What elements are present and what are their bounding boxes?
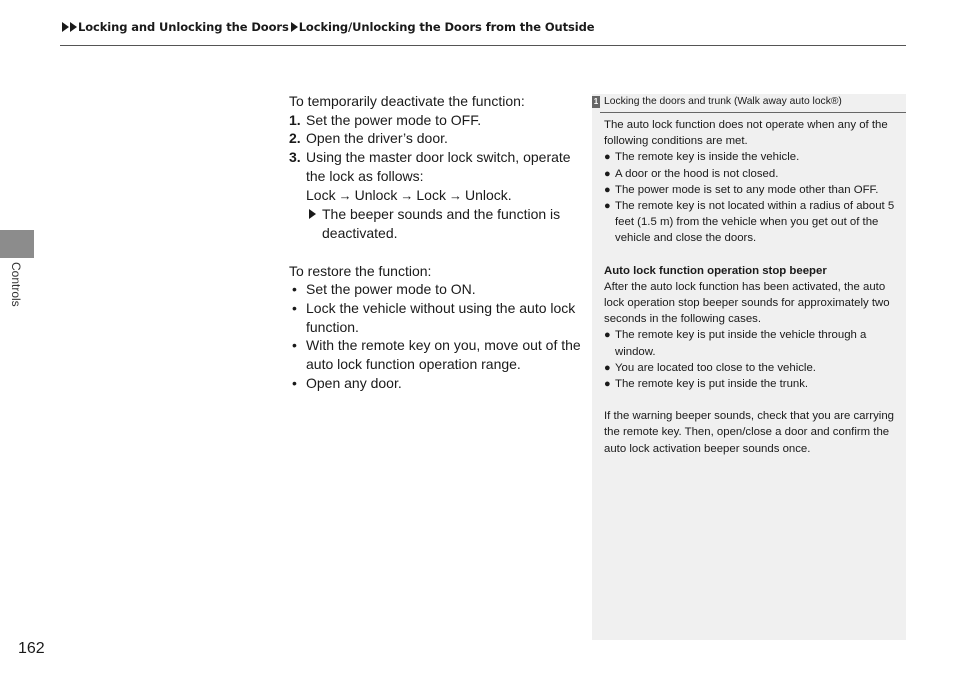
note-paragraph: After the auto lock function has been activated, the auto lock operation stop beeper sounds for approximately two seconds in the following cases. [604,280,890,326]
step-1 [289,111,584,130]
step-text: Open the driver’s door. [306,130,448,147]
note-paragraph: If the warning beeper sounds, check that you are carrying the remote key. Then, open/close a door and confirm the auto lock activation beeper sounds once. [604,410,894,455]
result-arrow-icon [309,209,316,219]
list-item [604,376,899,392]
arrow-right-icon: → [448,187,462,203]
step-number: 2. [289,130,301,147]
note-divider [600,112,906,113]
list-item-text: You are located too close to the vehicle. [615,361,816,374]
breadcrumb-arrow-icon [62,22,69,32]
list-item-text: Set the power mode to ON. [306,281,476,298]
section-tab[interactable] [11,262,25,322]
list-item-text: The remote key is put inside the trunk. [615,378,809,391]
sequence-item: Lock [306,186,336,203]
note-index-icon: 1 [593,97,599,106]
list-item [604,149,899,165]
list-item [604,198,899,247]
page-number: 162 [18,640,45,657]
bullet-icon: • [292,281,297,298]
list-item [604,327,899,359]
step-2 [289,129,584,148]
step-3 [289,148,584,185]
deactivate-heading: To temporarily deactivate the function: [289,93,525,109]
note-title[interactable]: Locking the doors and trunk (Walk away auto lock®) [604,96,842,107]
step-text: Set the power mode to OFF. [306,111,482,128]
list-item-text: A door or the hood is not closed. [615,167,779,180]
restore-heading: To restore the function: [289,262,432,279]
list-item-text: The remote key is not located within a radius of about 5 feet (1.5 m) from the vehicle when you get out of the vehicle and close the doors. [615,200,895,245]
bullet-icon: ● [604,151,611,164]
step-result [289,205,584,242]
main-content [289,92,584,393]
note-body [604,117,899,457]
note-header [592,94,906,112]
bullet-icon: • [292,337,297,354]
list-item [289,336,584,373]
section-tab-marker [0,230,34,258]
result-text: The beeper sounds and the function is deactivated. [322,206,561,241]
bullet-icon: ● [604,329,611,342]
list-item [604,182,899,198]
arrow-right-icon: → [400,187,414,203]
step-number: 3. [289,149,301,166]
sequence-item: Unlock [354,186,398,203]
list-item-text: The remote key is inside the vehicle. [615,151,800,164]
bullet-icon: ● [604,378,611,391]
bullet-icon: • [292,300,297,317]
list-item-text: Open any door. [306,374,402,391]
note-subheading: Auto lock function operation stop beeper [604,264,827,277]
breadcrumb-item-locking-unlocking[interactable]: Locking and Unlocking the Doors [78,20,289,34]
bullet-icon: • [292,374,297,391]
breadcrumb-arrow-icon [70,22,77,32]
breadcrumb [62,20,594,34]
bullet-icon: ● [604,361,611,374]
list-item [289,374,584,393]
breadcrumb-arrow-icon [291,22,298,32]
step-number: 1. [289,111,301,128]
list-item [604,360,899,376]
list-item [289,280,584,299]
list-item [289,299,584,336]
header-divider [60,45,906,46]
section-tab-label: Controls [9,262,23,307]
sequence-item: Lock [416,186,446,203]
breadcrumb-item-outside[interactable]: Locking/Unlocking the Doors from the Outside [298,20,595,34]
list-item-text: With the remote key on you, move out of the auto lock function operation range. [306,337,581,373]
bullet-icon: ● [604,167,611,180]
step-text: Using the master door lock switch, operate the lock as follows: [306,149,571,184]
list-item [604,166,899,182]
list-item-text: The remote key is put inside the vehicle through a window. [615,329,867,358]
lock-sequence [289,186,584,206]
list-item-text: The power mode is set to any mode other than OFF. [615,183,879,196]
arrow-right-icon: → [338,187,352,203]
list-item-text: Lock the vehicle without using the auto lock function. [306,300,576,335]
bullet-icon: ● [604,200,611,213]
sequence-item: Unlock. [464,186,512,203]
bullet-icon: ● [604,183,611,196]
note-intro: The auto lock function does not operate when any of the following conditions are met. [604,119,888,148]
